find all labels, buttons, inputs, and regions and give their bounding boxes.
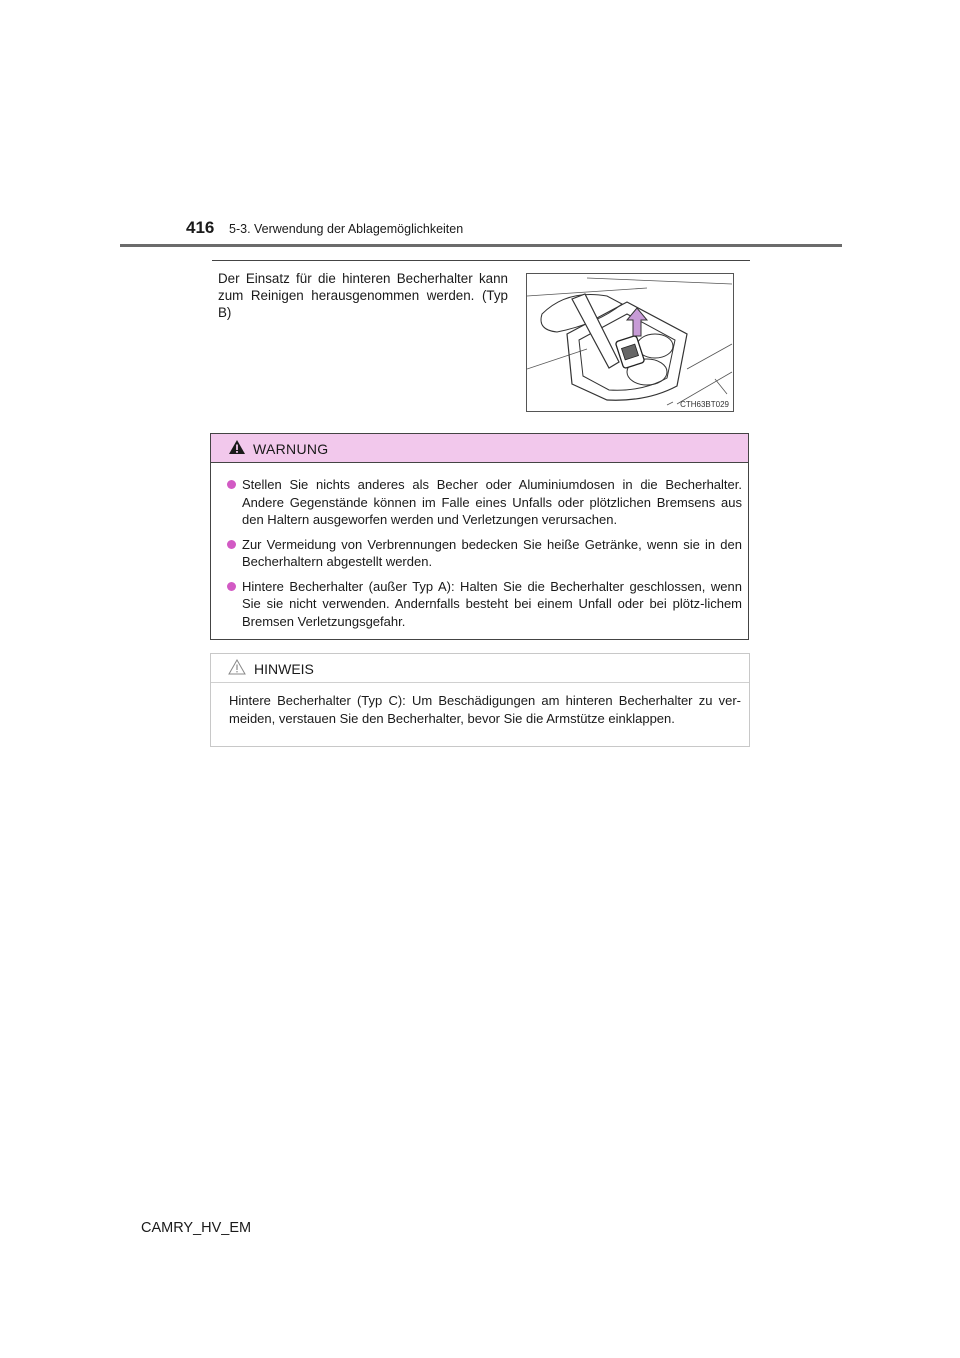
warning-title: WARNUNG — [253, 441, 329, 457]
bullet-icon — [227, 540, 236, 549]
model-code: CAMRY_HV_EM — [141, 1220, 252, 1236]
caution-triangle-icon — [228, 659, 246, 675]
notice-title: HINWEIS — [254, 661, 314, 677]
warning-item — [227, 578, 742, 631]
warning-item-text: Hintere Becherhalter (außer Typ A): Halten Sie die Becherhalter geschlossen, wenn Sie sie nicht verwenden. Andernfalls besteht bei einem Unfall oder bei plötz-lichem Bremsen Verletzungsgefahr. — [242, 578, 742, 629]
illustration-code: CTH63BT029 — [680, 400, 729, 409]
warning-box — [210, 433, 749, 640]
section-title: 5-3. Verwendung der Ablagemöglichkeiten — [229, 222, 464, 236]
warning-list — [227, 476, 742, 637]
notice-box — [210, 653, 750, 747]
bullet-icon — [227, 480, 236, 489]
warning-item-text: Zur Vermeidung von Verbrennungen bedecken Sie heiße Getränke, wenn sie in den Becherhaltern abgestellt werden. — [242, 536, 742, 569]
cup-holder-drawing — [527, 274, 733, 411]
warning-item — [227, 476, 742, 529]
notice-text: Hintere Becherhalter (Typ C): Um Beschädigungen am hinteren Becherhalter zu ver-meiden, verstauen Sie den Becherhalter, bevor Sie die Armstütze einklappen. — [229, 693, 741, 726]
section-divider — [212, 260, 750, 261]
warning-triangle-icon — [228, 439, 246, 455]
warning-item-text: Stellen Sie nichts anderes als Becher oder Aluminiumdosen in die Becherhalter. Andere Gegenstände können im Falle eines Unfalls oder plötzlichen Bremsens aus den Haltern ausgeworfen werden und Verletzungen verursachen. — [242, 477, 742, 527]
bullet-icon — [227, 582, 236, 591]
warning-item — [227, 536, 742, 571]
intro-paragraph: Der Einsatz für die hinteren Becherhalter kann zum Reinigen herausgenommen werden. (Typ B) — [218, 271, 508, 320]
cup-holder-illustration — [526, 273, 734, 412]
header-rule — [120, 244, 842, 247]
warning-header — [211, 434, 748, 463]
notice-header — [211, 654, 749, 683]
page-number: 416 — [186, 218, 215, 237]
